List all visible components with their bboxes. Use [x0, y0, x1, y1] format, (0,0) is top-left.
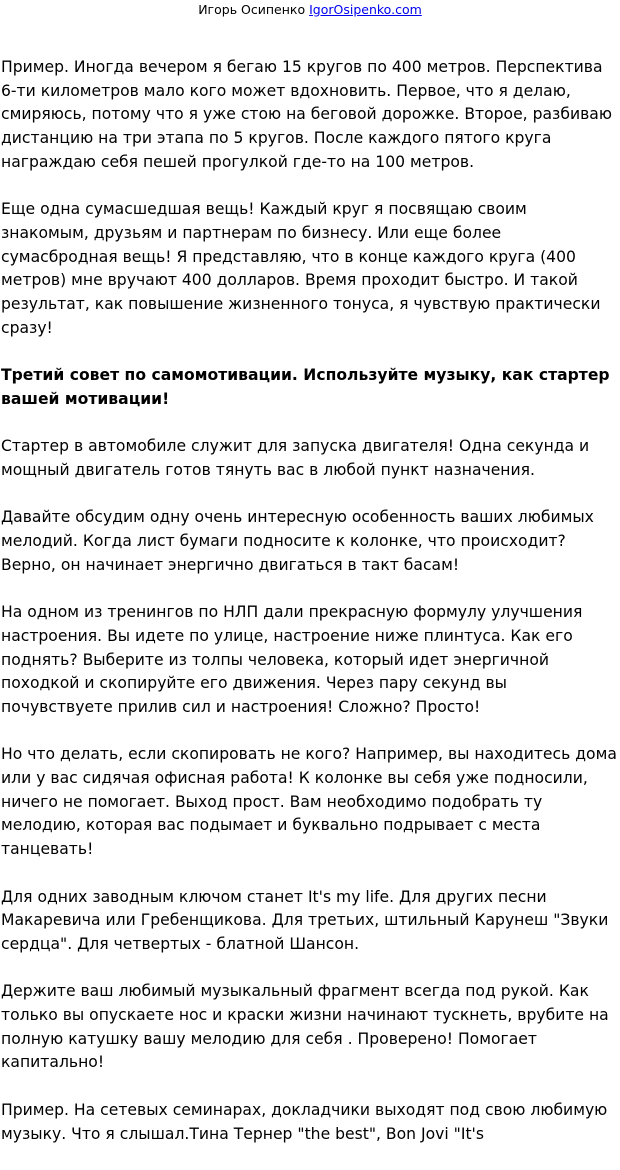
document-body [1, 56, 617, 1170]
paragraph-crazy-thing: Еще одна сумасшедшая вещь! Каждый круг я посвящаю своим знакомым, друзьям и партнерам по бизнесу. Или еще более сумасбродная вещь! Я представляю, что в конце каждого круга (400 метров) мне вручают 400 долларов. Время проходит быстро. И такой результат, как повышение жизненного тонуса, я чувствую практически сразу! [1, 200, 601, 337]
paragraph-keep-music: Держите ваш любимый музыкальный фрагмент всегда под рукой. Как только вы опускаете нос и краски жизни начинают тускнеть, врубите на полную катушку вашу мелодию для себя . Проверено! Помогает капитально! [1, 982, 609, 1072]
page-header [0, 2, 620, 18]
paragraph-songs: Для одних заводным ключом станет It's my life. Для других песни Макаревича или Гребенщикова. Для третьих, штильный Карунеш "Звуки сердца". Для четвертых - блатной Шансон. [1, 887, 609, 953]
paragraph-starter: Стартер в автомобиле служит для запуска двигателя! Одна секунда и мощный двигатель готов тянуть вас в любой пункт назначения. [1, 437, 590, 479]
paragraph-seminars: Пример. На сетевых семинарах, докладчики выходят под свою любимую музыку. Что я слышал.Тина Тернер "the best", Bon Jovi "It's [1, 1100, 608, 1143]
author-name: Игорь Осипенко [198, 2, 306, 17]
paragraph-melodies: Давайте обсудим одну очень интересную особенность ваших любимых мелодий. Когда лист бумаги подносите к колонке, что происходит? Верно, он начинает энергично двигаться в такт басам! [1, 508, 594, 574]
site-link[interactable]: IgorOsipenko.com [309, 2, 422, 17]
paragraph-running-example: Пример. Иногда вечером я бегаю 15 кругов по 400 метров. Перспектива 6-ти километров мало кого может вдохновить. Первое, что я делаю, смиряюсь, потому что я уже стою на беговой дорожке. Второе, разбиваю дистанцию на три этапа по 5 кругов. После каждого пятого круга награждаю себя пешей прогулкой где-то на 100 метров. [1, 58, 612, 171]
section-heading: Третий совет по самомотивации. Используйте музыку, как стартер вашей мотивации! [1, 366, 610, 408]
paragraph-nlp: На одном из тренингов по НЛП дали прекрасную формулу улучшения настроения. Вы идете по улице, настроение ниже плинтуса. Как его поднять? Выберите из толпы человека, который идет энергичной походкой и скопируйте его движения. Через пару секунд вы почувствуете прилив сил и настроения! Сложно? Просто! [1, 603, 583, 716]
paragraph-what-to-do: Но что делать, если скопировать не кого? Например, вы находитесь дома или у вас сидячая офисная работа! К колонке вы себя уже подносили, ничего не помогает. Выход прост. Вам необходимо подобрать ту мелодию, которая вас подымает и буквально подрывает с места танцевать! [1, 745, 617, 859]
